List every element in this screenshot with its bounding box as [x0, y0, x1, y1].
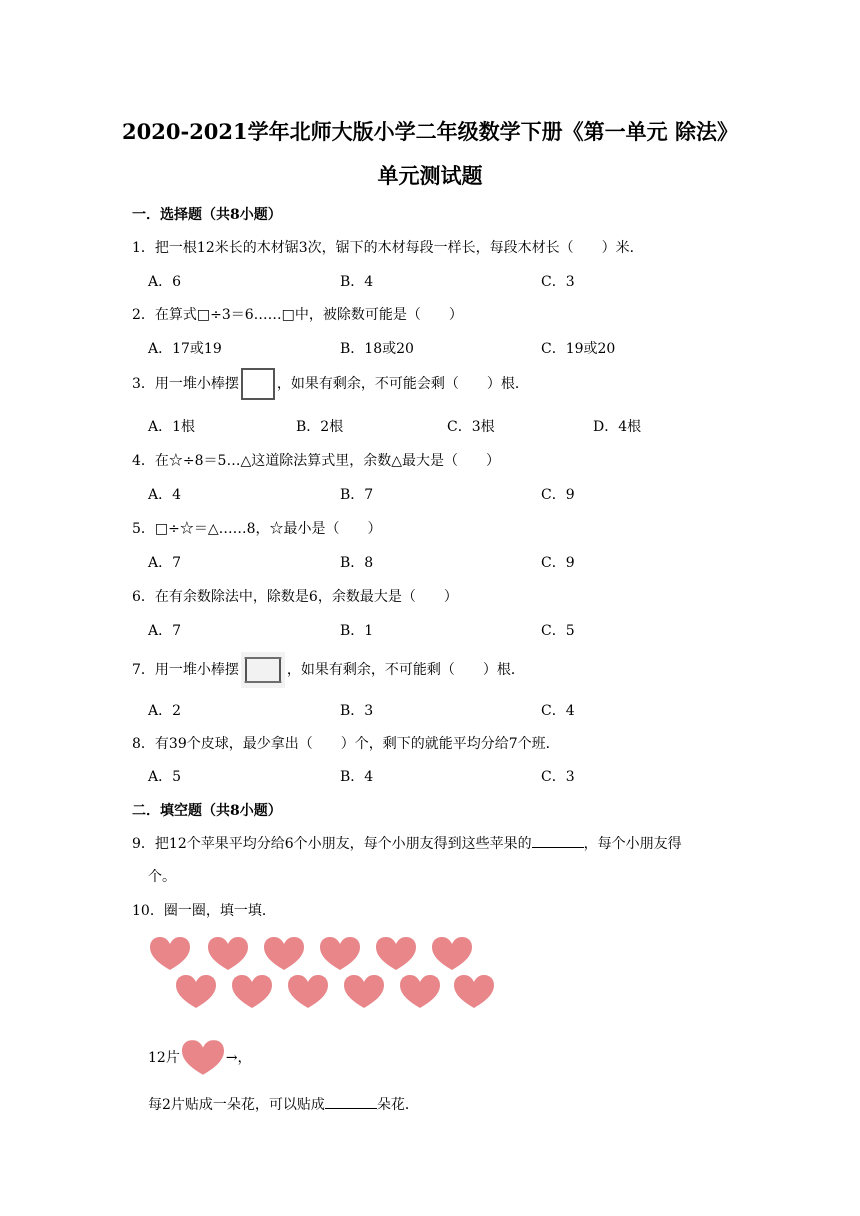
q1-option-c: C．3	[541, 274, 575, 290]
q4-option-a: A．4	[148, 487, 182, 503]
q3-option-d: D．4根	[593, 419, 642, 435]
question-10: 10．圈一圈，填一填．	[132, 903, 276, 919]
q6-option-c: C．5	[541, 623, 575, 639]
q5-option-b: B．8	[340, 555, 374, 571]
q10-text-a: 每2片贴成一朵花，可以贴成	[148, 1097, 325, 1113]
hearts-figure	[150, 933, 495, 1015]
heart-icon	[176, 975, 216, 1008]
heart-icon	[454, 975, 494, 1008]
q4-option-c: C．9	[541, 487, 575, 503]
rectangle-sticks-icon	[241, 652, 285, 688]
q3-option-c: C．3根	[447, 419, 495, 435]
q3-option-b: B．2根	[296, 419, 344, 435]
question-3-text-b: ，如果有剩余，不可能会剩（ ）根．	[276, 376, 529, 392]
section-fill-heading: 二．填空题（共8小题）	[132, 803, 282, 819]
page-title: 2020-2021学年北师大版小学二年级数学下册《第一单元 除法》	[122, 119, 738, 144]
q5-option-a: A．7	[148, 555, 182, 571]
q4-option-b: B．7	[340, 487, 374, 503]
question-3	[132, 368, 529, 400]
page-subtitle: 单元测试题	[377, 163, 483, 188]
q5-option-c: C．9	[541, 555, 575, 571]
heart-icon	[344, 975, 384, 1008]
q8-option-b: B．4	[340, 769, 374, 785]
q1-option-b: B．4	[340, 274, 374, 290]
question-8: 8．有39个皮球，最少拿出（ ）个，剩下的就能平均分给7个班．	[132, 736, 560, 752]
question-5: 5．□÷☆＝△……8，☆最小是（ ）	[132, 521, 382, 537]
q6-option-a: A．7	[148, 623, 182, 639]
question-9	[132, 833, 682, 853]
q7-option-a: A．2	[148, 703, 182, 719]
heart-icon	[400, 975, 440, 1008]
q1-option-a: A．6	[148, 274, 182, 290]
q8-option-a: A．5	[148, 769, 182, 785]
q10-text-b: 朵花．	[376, 1097, 419, 1113]
question-2: 2．在算式□÷3＝6……□中，被除数可能是（ ）	[132, 307, 463, 323]
question-7	[132, 652, 525, 688]
heart-icon	[264, 937, 304, 970]
q2-option-a: A．17或19	[148, 341, 222, 357]
q2-option-b: B．18或20	[340, 341, 414, 357]
heart-icon	[376, 937, 416, 970]
q10-fill-line	[148, 1094, 419, 1114]
q10-prefix: 12片	[148, 1050, 180, 1066]
heart-icon	[288, 975, 328, 1008]
question-3-text-a: 3．用一堆小棒摆	[132, 376, 239, 392]
q7-option-c: C．4	[541, 703, 575, 719]
heart-icon	[182, 1040, 224, 1076]
question-7-text-b: ，如果有剩余，不可能剩（ ）根．	[286, 662, 525, 678]
q7-option-b: B．3	[340, 703, 374, 719]
heart-icon	[208, 937, 248, 970]
q8-option-c: C．3	[541, 769, 575, 785]
heart-icon	[232, 975, 272, 1008]
question-1: 1．把一根12米长的木材锯3次，锯下的木材每段一样长，每段木材长（ ）米．	[132, 240, 644, 256]
heart-icon	[150, 937, 190, 970]
square-sticks-icon	[241, 368, 275, 400]
question-9-text-b: ，每个小朋友得	[583, 836, 682, 852]
answer-blank[interactable]	[532, 833, 584, 848]
q6-option-b: B．1	[340, 623, 374, 639]
q3-option-a: A．1根	[148, 419, 196, 435]
section-choice-heading: 一．选择题（共8小题）	[132, 207, 282, 223]
question-4: 4．在☆÷8＝5…△这道除法算式里，余数△最大是（ ）	[132, 453, 500, 469]
q10-arrow: →，	[225, 1050, 252, 1066]
question-7-text-a: 7．用一堆小棒摆	[132, 662, 239, 678]
q2-option-c: C．19或20	[541, 341, 616, 357]
q10-heart-line	[148, 1040, 252, 1076]
question-6: 6．在有余数除法中，除数是6，余数最大是（ ）	[132, 589, 458, 605]
answer-blank[interactable]	[325, 1094, 377, 1109]
question-9-continued: 个。	[148, 869, 176, 885]
question-9-text-a: 9．把12个苹果平均分给6个小朋友，每个小朋友得到这些苹果的	[132, 836, 532, 852]
heart-icon	[432, 937, 472, 970]
heart-icon	[320, 937, 360, 970]
